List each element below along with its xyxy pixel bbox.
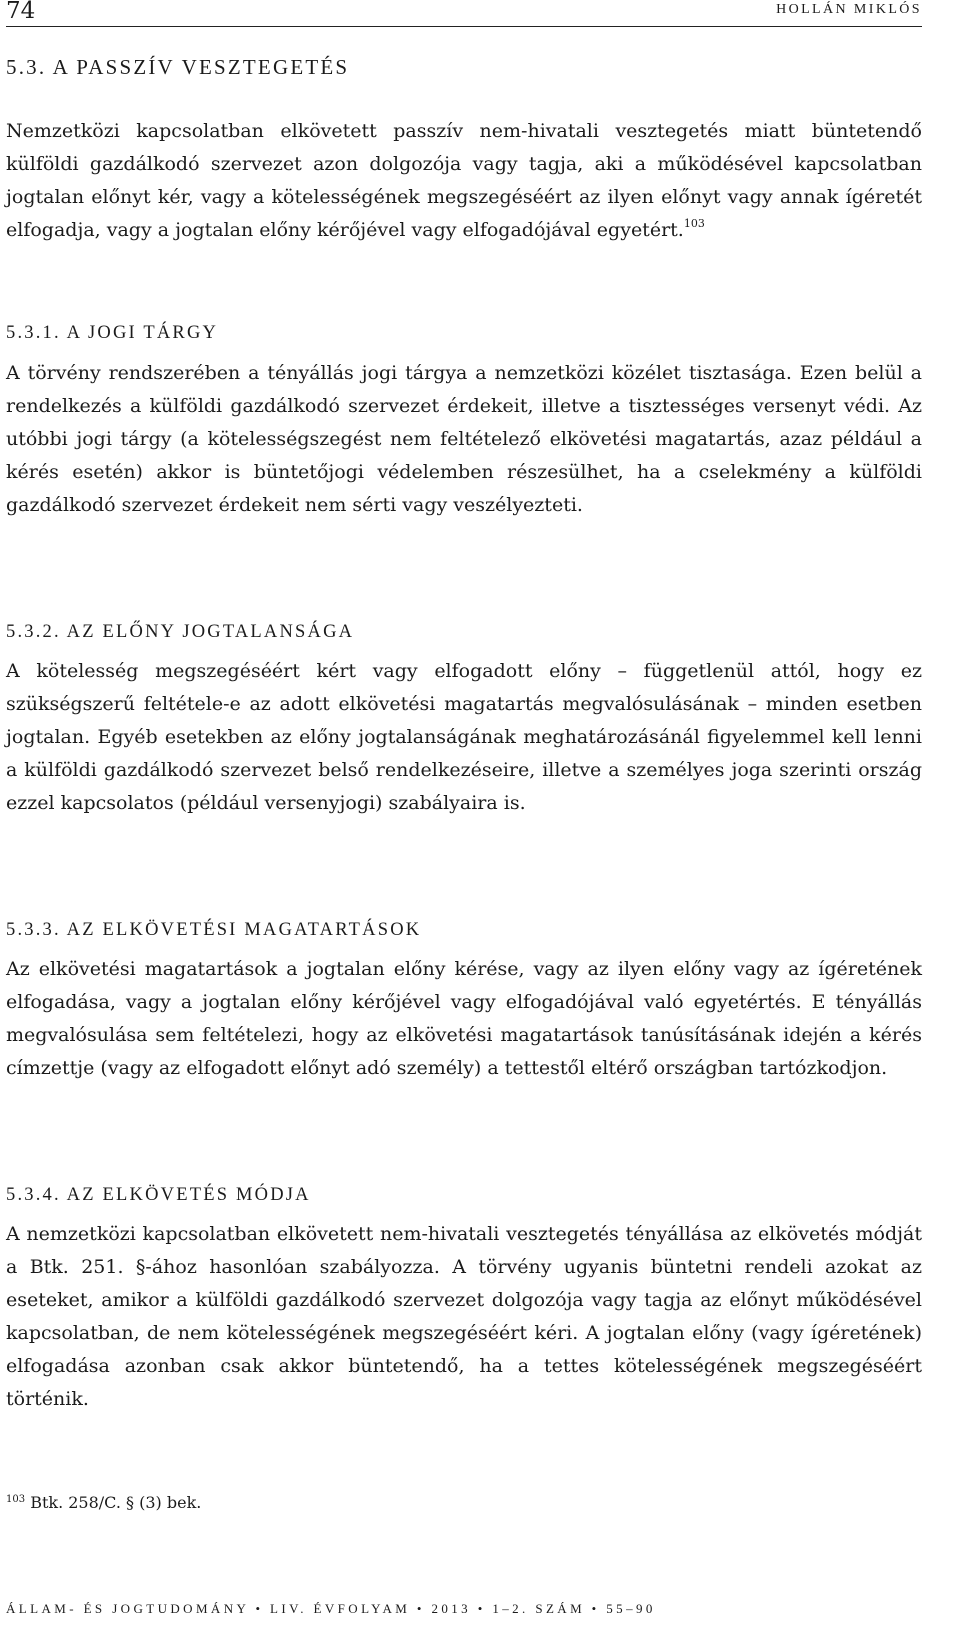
subsection-title-jogi-targy: 5.3.1. A JOGI TÁRGY xyxy=(6,323,219,343)
author-name: HOLLÁN MIKLÓS xyxy=(776,2,922,17)
intro-paragraph xyxy=(6,115,922,247)
paragraph-jogi-targy: A törvény rendszerében a tényállás jogi tárgya a nemzetközi közélet tisztasága. Ezen belül a rendelkezés a külföldi gazdálkodó szervezet érdekeit, illetve a tisztességes versenyt védi. Az utóbbi jogi tárgy (a kötelességszegést nem feltételező elkövetési magatartás, azaz például a kérés esetén) akkor is büntetőjogi védelemben részesülhet, ha a cselekmény a külföldi gazdálkodó szervezet érdekeit nem sérti vagy veszélyezteti. xyxy=(6,362,922,516)
subsection-title-elony-jogtalansaga: 5.3.2. AZ ELŐNY JOGTALANSÁGA xyxy=(6,622,355,642)
paragraph-elkovetesi-magatartasok: Az elkövetési magatartások a jogtalan előny kérése, vagy az ilyen előny vagy az ígéretének elfogadása, vagy a jogtalan előny kérőjével vagy elfogadójával való egyetértés. E tényállás megvalósulása sem feltételezi, hogy az elkövetési magatartások tanúsításának idején a kérés címzettje (vagy az elfogadott előnyt adó személy) a tettestől eltérő országban tartózkodjon. xyxy=(6,958,922,1079)
page-number: 74 xyxy=(6,0,36,24)
section-title: 5.3. A PASSZÍV VESZTEGETÉS xyxy=(6,55,350,79)
subsection-title-elkovetes-modja: 5.3.4. AZ ELKÖVETÉS MÓDJA xyxy=(6,1185,311,1205)
paragraph-elkovetes-modja: A nemzetközi kapcsolatban elkövetett nem-hivatali vesztegetés tényállása az elkövetés módját a Btk. 251. §-ához hasonlóan szabályozza. A törvény ugyanis büntetni rendeli azokat az eseteket, amikor a külföldi gazdálkodó szervezet dolgozója vagy tagja az előnyt működésével kapcsolatban, de nem kötelességének megszegéséért kéri. A jogtalan előny (vagy ígéretének) elfogadása azonban csak akkor büntetendő, ha a tettes kötelességének megszegéséért történik. xyxy=(6,1223,922,1410)
footnote-number: 103 xyxy=(6,1494,26,1505)
journal-footer: ÁLLAM- ÉS JOGTUDOMÁNY • LIV. ÉVFOLYAM • 2013 • 1–2. SZÁM • 55–90 xyxy=(6,1601,656,1616)
subsection-title-elkovetesi-magatartasok: 5.3.3. AZ ELKÖVETÉSI MAGATARTÁSOK xyxy=(6,920,422,940)
footnote-reference: 103 xyxy=(683,217,705,230)
running-head xyxy=(6,0,922,27)
intro-text: Nemzetközi kapcsolatban elkövetett passzív nem-hivatali vesztegetés miatt büntetendő külföldi gazdálkodó szervezet azon dolgozója vagy tagja, aki a működésével kapcsolatban jogtalan előnyt kér, vagy a kötelességének megszegéséért az ilyen előnyt vagy annak ígéretét elfogadja, vagy a jogtalan előny kérőjével vagy elfogadójával egyetért. xyxy=(6,120,922,241)
paragraph-elony-jogtalansaga: A kötelesség megszegéséért kért vagy elfogadott előny – függetlenül attól, hogy ez szükségszerű feltétele-e az adott elkövetési magatartás megvalósulásának – minden esetben jogtalan. Egyéb esetekben az előny jogtalanságának meghatározásánál figyelemmel kell lenni a külföldi gazdálkodó szervezet belső rendelkezéseire, illetve a személyes joga szerinti ország ezzel kapcsolatos (például versenyjogi) szabályaira is. xyxy=(6,660,922,814)
footnote-text: Btk. 258/C. § (3) bek. xyxy=(30,1493,202,1512)
footnote xyxy=(6,1490,201,1513)
